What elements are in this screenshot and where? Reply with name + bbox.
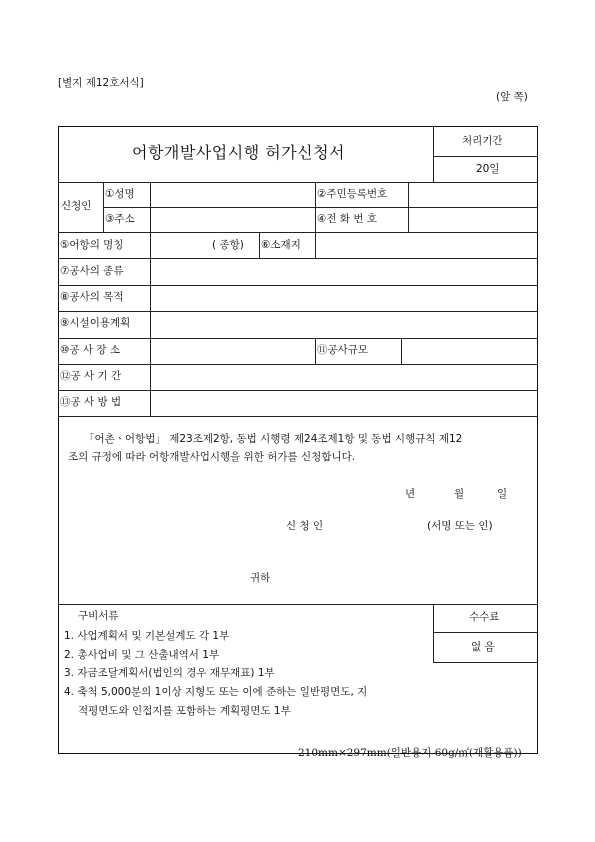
- processing-period-label: 처리기간: [462, 135, 503, 147]
- port-location-label: ⑥소재지: [261, 239, 301, 251]
- work-period-label: ⑫공 사 기 간: [60, 370, 122, 382]
- signature-mark: (서명 또는 인): [427, 520, 493, 532]
- date-day: 일: [497, 488, 508, 500]
- date-day-field[interactable]: [466, 484, 496, 502]
- address-label: ③주소: [105, 213, 135, 225]
- name-field[interactable]: [151, 183, 314, 206]
- signature-field[interactable]: [340, 515, 424, 535]
- page-side-label: (앞 쪽): [496, 91, 528, 103]
- paper-spec: 210mm×297mm(일반용지 60g/㎡(재활용품)): [298, 747, 522, 759]
- name-label: ①성명: [105, 188, 135, 200]
- document-item-4-cont: 적평면도와 인접지를 포함하는 계획평면도 1부: [78, 705, 291, 717]
- work-site-label: ⑩공 사 장 소: [60, 344, 120, 356]
- facility-plan-label: ⑨시설이용계획: [60, 317, 131, 329]
- work-scale-label: ⑪공사규모: [317, 344, 369, 356]
- form-title: 어항개발사업시행 허가신청서: [132, 143, 346, 162]
- work-method-field[interactable]: [151, 391, 537, 416]
- applicant-group-label: 신청인: [61, 200, 92, 212]
- phone-label: ④전 화 번 호: [317, 213, 377, 225]
- addressee-field[interactable]: [160, 567, 248, 587]
- work-site-field[interactable]: [151, 339, 314, 364]
- form-code: [별지 제12호서식]: [58, 77, 144, 89]
- document-item-1: 1. 사업계획서 및 기본설계도 각 1부: [64, 630, 230, 642]
- work-method-label: ⑬공 사 방 법: [60, 396, 122, 408]
- work-purpose-field[interactable]: [151, 286, 537, 311]
- processing-period-value: 20일: [476, 163, 500, 175]
- work-purpose-label: ⑧공사의 목적: [60, 291, 124, 303]
- work-scale-field[interactable]: [402, 339, 537, 364]
- statement-line-1: 「어촌ㆍ어항법」 제23조제2항, 동법 시행령 제24조제1항 및 동법 시행규칙 제12: [84, 433, 463, 445]
- document-item-3: 3. 자금조달계획서(법인의 경우 재무재표) 1부: [64, 667, 275, 679]
- addressee-label: 귀하: [250, 572, 271, 584]
- statement-line-2: 조의 규정에 따라 어항개발사업시행을 위한 허가를 신청합니다.: [68, 451, 356, 463]
- document-item-4: 4. 축척 5,000분의 1이상 지형도 또는 이에 준하는 일반평면도, 지: [64, 686, 368, 698]
- port-name-label: ⑤어항의 명칭: [60, 239, 124, 251]
- port-location-field[interactable]: [316, 233, 537, 257]
- date-year-field[interactable]: [360, 484, 404, 502]
- work-period-field[interactable]: [151, 365, 537, 390]
- port-class-text[interactable]: ( 종항): [212, 239, 244, 251]
- rrn-label: ②주민등록번호: [317, 188, 388, 200]
- date-year: 년: [405, 488, 416, 500]
- work-type-field[interactable]: [151, 259, 537, 284]
- address-field[interactable]: [151, 208, 314, 231]
- signature-label: 신 청 인: [286, 520, 324, 532]
- rrn-field[interactable]: [409, 183, 537, 206]
- documents-heading: 구비서류: [78, 610, 119, 622]
- date-month: 월: [454, 488, 465, 500]
- date-month-field[interactable]: [418, 484, 452, 502]
- facility-plan-field[interactable]: [151, 312, 537, 337]
- phone-field[interactable]: [409, 208, 537, 231]
- work-type-label: ⑦공사의 종류: [60, 265, 124, 277]
- fee-label: 수수료: [469, 611, 500, 623]
- document-item-2: 2. 총사업비 및 그 산출내역서 1부: [64, 649, 220, 661]
- fee-value: 없 음: [471, 641, 495, 653]
